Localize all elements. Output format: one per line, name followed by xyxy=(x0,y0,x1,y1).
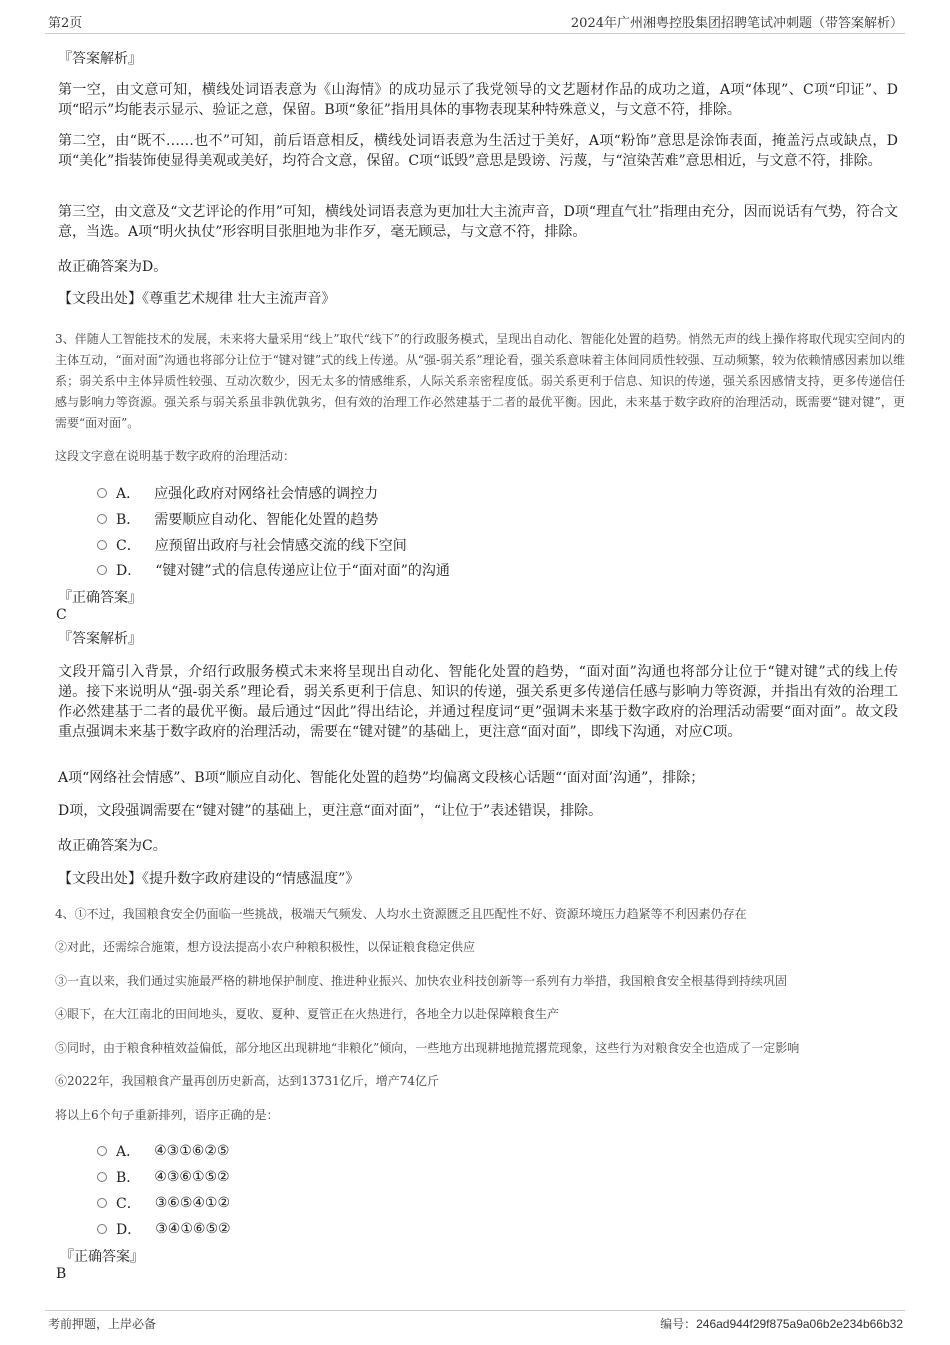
analysis-paragraph: 第三空，由文意及“文艺评论的作用”可知，横线处词语表意为更加壮大主流声音，D项“理直气壮”指理由充分，因而说话有气势，符合文意，当选。A项“明火执仗”形容明目张胆地为非作歹，毫无顾忌，与文意不符，排除。 xyxy=(58,204,898,240)
option-a[interactable]: A． ④③①⑥②⑤ xyxy=(97,1141,229,1161)
option-a[interactable]: A． 应强化政府对网络社会情感的调控力 xyxy=(97,483,378,503)
option-d[interactable]: D． ③④①⑥⑤② xyxy=(97,1219,231,1239)
analysis-paragraph: 文段开篇引入背景，介绍行政服务模式未来将呈现出自动化、智能化处置的趋势，“面对面”沟通也将部分让位于“键对键”式的线上传递。接下来说明从“强-弱关系”理论看，弱关系更利于信息、知识的传递，强关系更多传递信任感与影响力等资源，并指出有效的治理工作必然建基于二者的最优平衡。最后通过“因此”得出结论，并通过程度词“更”强调未来基于数字政府的治理活动需要“面对面”。故文段重点强调未来基于数字政府的治理活动，需要在“键对键”的基础上，更注意“面对面”，即线下沟通，对应C项。 xyxy=(58,664,898,740)
document-code xyxy=(660,1315,903,1332)
radio-icon[interactable] xyxy=(97,540,107,550)
correct-answer-label: 『正确答案』 xyxy=(58,590,142,606)
source-citation: 【文段出处】《提升数字政府建设的“情感温度”》 xyxy=(58,871,360,887)
sentence-2: ②对此，还需综合施策，想方设法提高小农户种粮积极性，以保证粮食稳定供应 xyxy=(55,940,476,954)
sentence-6: ⑥2022年，我国粮食产量再创历史新高，达到13731亿斤，增产74亿斤 xyxy=(55,1074,439,1088)
sentence-4: ④眼下，在大江南北的田间地头，夏收、夏种、夏管正在火热进行，各地全力以赴保障粮食生产 xyxy=(55,1007,560,1021)
analysis-paragraph: 第一空，由文意可知，横线处词语表意为《山海情》的成功显示了我党领导的文艺题材作品的成功之道，A项“体现”、C项“印证”、D项“昭示”均能表示显示、验证之意，保留。B项“象征”指用具体的事物表现某种特殊意义，与文意不符，排除。 xyxy=(58,82,898,118)
analysis-paragraph: D项，文段强调需要在“键对键”的基础上，更注意“面对面”，“让位于”表述错误，排除。 xyxy=(58,803,603,819)
correct-answer: B xyxy=(56,1266,67,1282)
radio-icon[interactable] xyxy=(97,1172,107,1182)
answer-conclusion: 故正确答案为C。 xyxy=(58,838,167,854)
option-d[interactable]: D． “键对键”式的信息传递应让位于“面对面”的沟通 xyxy=(97,560,450,580)
radio-icon[interactable] xyxy=(97,565,107,575)
radio-icon[interactable] xyxy=(97,1146,107,1156)
sentence-1: 4、①不过，我国粮食安全仍面临一些挑战，极端天气频发、人均水土资源匮乏且匹配性不好、资源环境压力趋紧等不利因素仍存在 xyxy=(55,907,747,921)
correct-answer: C xyxy=(56,607,67,623)
analysis-paragraph: 第二空，由“既不……也不”可知，前后语意相反，横线处词语表意为生活过于美好，A项“粉饰”意思是涂饰表面，掩盖污点或缺点，D项“美化”指装饰使显得美观或美好，均符合文意，保留。C项“诋毁”意思是毁谤、污蔑，与“渲染苦难”意思相近，与文意不符，排除。 xyxy=(58,133,898,169)
option-b[interactable]: B． ④③⑥①⑤② xyxy=(97,1167,230,1187)
radio-icon[interactable] xyxy=(97,514,107,524)
question-prompt: 将以上6个句子重新排列，语序正确的是： xyxy=(55,1108,279,1122)
page-number: 第2页 xyxy=(48,16,83,31)
sentence-3: ③一直以来，我们通过实施最严格的耕地保护制度、推进种业振兴、加快农业科技创新等一系列有力举措，我国粮食安全根基得到持续巩固 xyxy=(55,974,788,988)
analysis-paragraph: A项“网络社会情感”、B项“顺应自动化、智能化处置的趋势”均偏离文段核心话题“‘面对面’沟通”，排除； xyxy=(58,770,705,786)
question-prompt: 这段文字意在说明基于数字政府的治理活动： xyxy=(55,449,296,463)
document-code-value: 246ad944f29f875a9a06b2e234b66b32 xyxy=(696,1317,903,1331)
document-title: 2024年广州湘粤控股集团招聘笔试冲刺题（带答案解析） xyxy=(570,16,903,31)
answer-conclusion: 故正确答案为D。 xyxy=(58,259,168,275)
radio-icon[interactable] xyxy=(97,1224,107,1234)
footer-slogan: 考前押题，上岸必备 xyxy=(48,1317,157,1331)
header-divider xyxy=(45,33,905,34)
radio-icon[interactable] xyxy=(97,488,107,498)
sentence-5: ⑤同时，由于粮食种植效益偏低，部分地区出现耕地“非粮化”倾向，一些地方出现耕地抛荒撂荒现象，这些行为对粮食安全也造成了一定影响 xyxy=(55,1041,800,1055)
document-code-label: 编号： xyxy=(660,1317,697,1331)
analysis-label: 『答案解析』 xyxy=(58,631,142,647)
option-b[interactable]: B． 需要顺应自动化、智能化处置的趋势 xyxy=(97,509,378,529)
radio-icon[interactable] xyxy=(97,1198,107,1208)
option-c[interactable]: C． 应预留出政府与社会情感交流的线下空间 xyxy=(97,535,407,555)
analysis-label: 『答案解析』 xyxy=(58,51,142,67)
option-c[interactable]: C． ③⑥⑤④①② xyxy=(97,1193,230,1213)
question-stem: 3、伴随人工智能技术的发展，未来将大量采用“线上”取代“线下”的行政服务模式，呈现出自动化、智能化处置的趋势。悄然无声的线上操作将取代现实空间内的主体互动，“面对面”沟通也将部分让位于“键对键”式的线上传递。从“强-弱关系”理论看，强关系意味着主体间同质性较强、互动频繁，较为依赖情感因素加以维系；弱关系中主体异质性较强、互动次数少，因无太多的情感维系，人际关系亲密程度低。弱关系更利于信息、知识的传递，强关系因感情支持，更多传递信任感与影响力等资源。强关系与弱关系虽非孰优孰劣，但有效的治理工作必然建基于二者的最优平衡。因此，未来基于数字政府的治理活动，既需要“键对键”，更需要“面对面”。 xyxy=(55,332,905,430)
source-citation: 【文段出处】《尊重艺术规律 壮大主流声音》 xyxy=(58,291,336,307)
footer-divider xyxy=(45,1310,905,1311)
correct-answer-label: 『正确答案』 xyxy=(60,1249,144,1265)
